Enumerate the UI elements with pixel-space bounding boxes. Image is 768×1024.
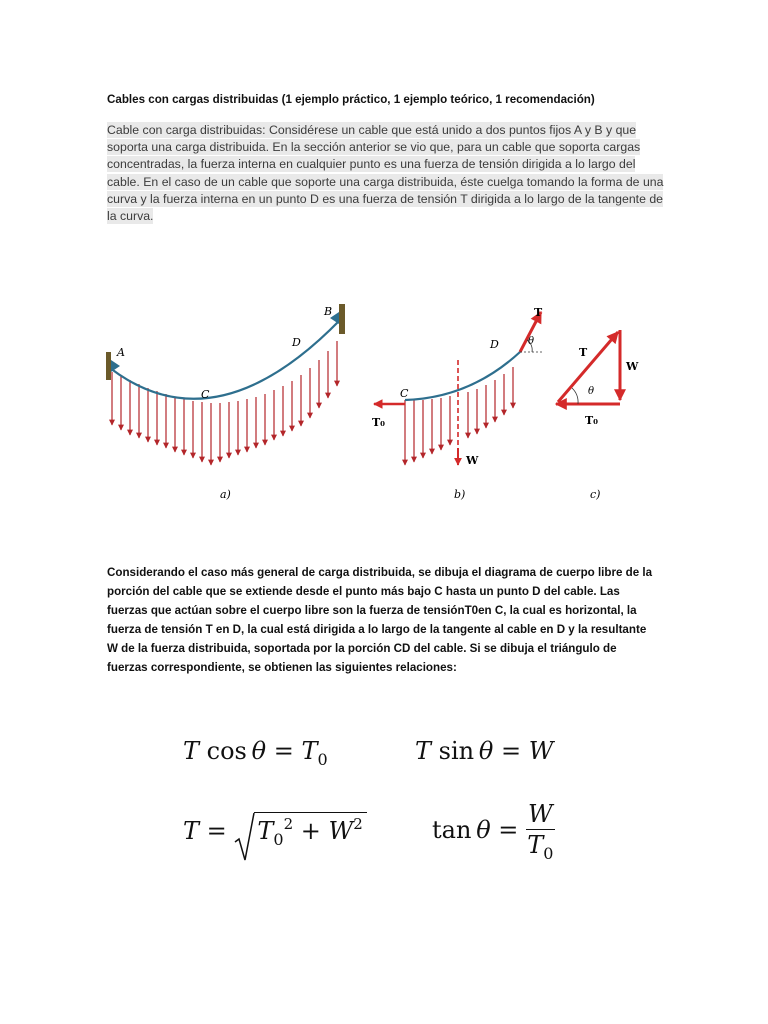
- support-b-icon: [339, 304, 345, 334]
- cable-figure: [100, 290, 660, 510]
- label-t-b: T: [534, 306, 543, 319]
- body-paragraph: Considerando el caso más general de carga distribuida, se dibuja el diagrama de cuerpo libre de la porción del cable que se extiende desde el punto más bajo C hasta un punto D del cable. Las fuerzas que actúan sobre el cuerpo libre son la fuerza de tensiónT0en C, la cual es horizontal, la fuerza de tensión T en D, la cual está dirigida a lo largo de la tangente al cable en D y la resultante W de la fuerza distribuida, soportada por la porción CD del cable. Si se dibuja el triángulo de fuerzas correspondiente, se obtienen las siguientes relaciones:: [107, 566, 653, 674]
- equation-t-sqrt: T = $T_0^2 + W^2$: [183, 812, 367, 849]
- fraction: $\frac{W}{T_0}$: [527, 800, 554, 863]
- label-a: A: [117, 346, 125, 359]
- equation-tan: tan θ = $\frac{W}{T_0}$: [432, 800, 554, 863]
- label-theta-c: θ: [588, 386, 595, 397]
- label-w-c: W: [626, 360, 639, 373]
- label-d-a: D: [292, 336, 301, 349]
- diagram-b: [372, 306, 543, 501]
- label-theta-b: θ: [528, 336, 535, 347]
- caption-b: b): [454, 488, 466, 501]
- caption-a: a): [220, 488, 231, 501]
- section-heading: Cables con cargas distribuidas (1 ejemplo práctico, 1 ejemplo teórico, 1 recomendación): [107, 93, 595, 106]
- sqrt-symbol: $T_0^2 + W^2$: [234, 812, 366, 849]
- diagram-a: [106, 304, 345, 501]
- caption-c: c): [590, 488, 601, 501]
- support-a-icon: [106, 352, 111, 380]
- label-t0-c: T₀: [585, 414, 599, 427]
- label-t-c: T: [579, 346, 588, 359]
- equation-t-cos: T $\cos \theta = T_0$: [183, 737, 328, 769]
- cable-curve-b: [405, 352, 520, 400]
- equation-t-sin: T sin θ = W: [415, 737, 554, 765]
- cable-curve-a: [110, 320, 340, 399]
- label-d-b: D: [490, 338, 499, 351]
- distributed-load-arrows: [112, 341, 337, 465]
- label-c-a: C: [201, 388, 210, 401]
- label-b: B: [324, 305, 333, 318]
- intro-text: Cable con carga distribuidas: Considérese un cable que está unido a dos puntos fijos A y B y que soporta una carga distribuida. En la sección anterior se vio que, para un cable que soporta cargas concentradas, la fuerza interna en cualquier punto es una fuerza de tensión dirigida a lo largo del cable. En el caso de un cable que soporte una carga distribuida, éste cuelga tomando la forma de una curva y la fuerza interna en un punto D es una fuerza de tensión T dirigida a lo largo de la tangente de la curva.: [107, 123, 664, 224]
- intro-paragraph: [107, 122, 667, 225]
- label-w-b: W: [466, 454, 479, 467]
- label-t0-b: T₀: [372, 416, 386, 429]
- label-c-b: C: [400, 387, 409, 400]
- diagram-c-force-triangle: [556, 330, 639, 501]
